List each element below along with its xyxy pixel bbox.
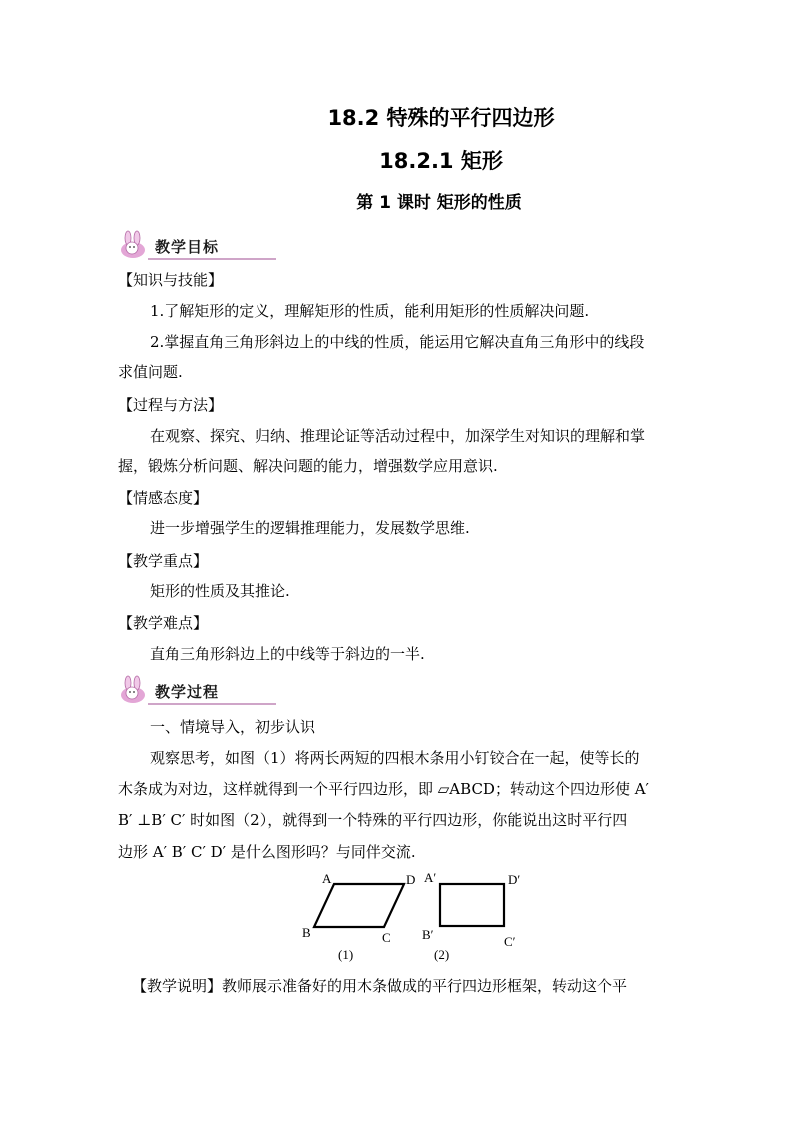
text-line: 进一步增强学生的逻辑推理能力，发展数学思维. bbox=[150, 519, 470, 537]
rabbit-badge-icon bbox=[118, 675, 148, 705]
text-line: 求值问题. bbox=[118, 363, 183, 381]
figure-caption: (1) bbox=[338, 947, 354, 962]
vertex-label: A bbox=[322, 871, 332, 886]
text-line: 矩形的性质及其推论. bbox=[150, 582, 290, 600]
text-line: 观察思考，如图（1）将两长两短的四根木条用小钉铰合在一起，使等长的 bbox=[150, 749, 640, 767]
vertex-label: B bbox=[302, 925, 311, 940]
text-line: 一、情境导入，初步认识 bbox=[150, 718, 316, 736]
text-line: 握，锻炼分析问题、解决问题的能力，增强数学应用意识. bbox=[118, 457, 498, 475]
heading-key-point: 【教学重点】 bbox=[118, 552, 209, 570]
section-title: 18.2.1 矩形 bbox=[379, 149, 503, 173]
vertex-label: B′ bbox=[422, 927, 434, 942]
text-line: 【教学说明】教师展示准备好的用木条做成的平行四边形框架，转动这个平 bbox=[132, 977, 628, 995]
section-label: 教学过程 bbox=[155, 683, 220, 701]
parallelogram-rectangle-figure bbox=[300, 866, 530, 966]
vertex-label: A′ bbox=[424, 870, 437, 885]
chapter-title: 18.2 特殊的平行四边形 bbox=[327, 106, 555, 130]
rabbit-badge-icon bbox=[118, 230, 148, 260]
heading-knowledge: 【知识与技能】 bbox=[118, 271, 224, 289]
vertex-label: D bbox=[406, 872, 416, 887]
text-line: 2.掌握直角三角形斜边上的中线的性质，能运用它解决直角三角形中的线段 bbox=[150, 333, 645, 351]
vertex-label: C′ bbox=[504, 934, 516, 949]
figure-caption: (2) bbox=[434, 947, 450, 962]
text-line: 边形 A′ B′ C′ D′ 是什么图形吗？与同伴交流. bbox=[118, 843, 416, 861]
text-line: B′ ⊥B′ C′ 时如图（2），就得到一个特殊的平行四边形，你能说出这时平行四 bbox=[118, 811, 628, 829]
text-line: 木条成为对边，这样就得到一个平行四边形，即 ▱ABCD；转动这个四边形使 A′ bbox=[118, 780, 649, 798]
lesson-title: 第 1 课时 矩形的性质 bbox=[356, 193, 522, 213]
section-label: 教学目标 bbox=[155, 238, 220, 256]
heading-difficulty: 【教学难点】 bbox=[118, 614, 209, 632]
text-line: 直角三角形斜边上的中线等于斜边的一半. bbox=[150, 645, 425, 663]
section-underline bbox=[148, 258, 276, 260]
text-line: 在观察、探究、归纳、推理论证等活动过程中，加深学生对知识的理解和掌 bbox=[150, 427, 646, 445]
heading-process: 【过程与方法】 bbox=[118, 396, 224, 414]
text-line: 1.了解矩形的定义，理解矩形的性质，能利用矩形的性质解决问题. bbox=[150, 302, 590, 320]
heading-attitude: 【情感态度】 bbox=[118, 489, 209, 507]
vertex-label: C bbox=[382, 930, 391, 945]
vertex-label: D′ bbox=[508, 872, 521, 887]
section-header-goals bbox=[118, 230, 258, 264]
section-underline bbox=[148, 703, 276, 705]
section-header-process bbox=[118, 675, 258, 709]
